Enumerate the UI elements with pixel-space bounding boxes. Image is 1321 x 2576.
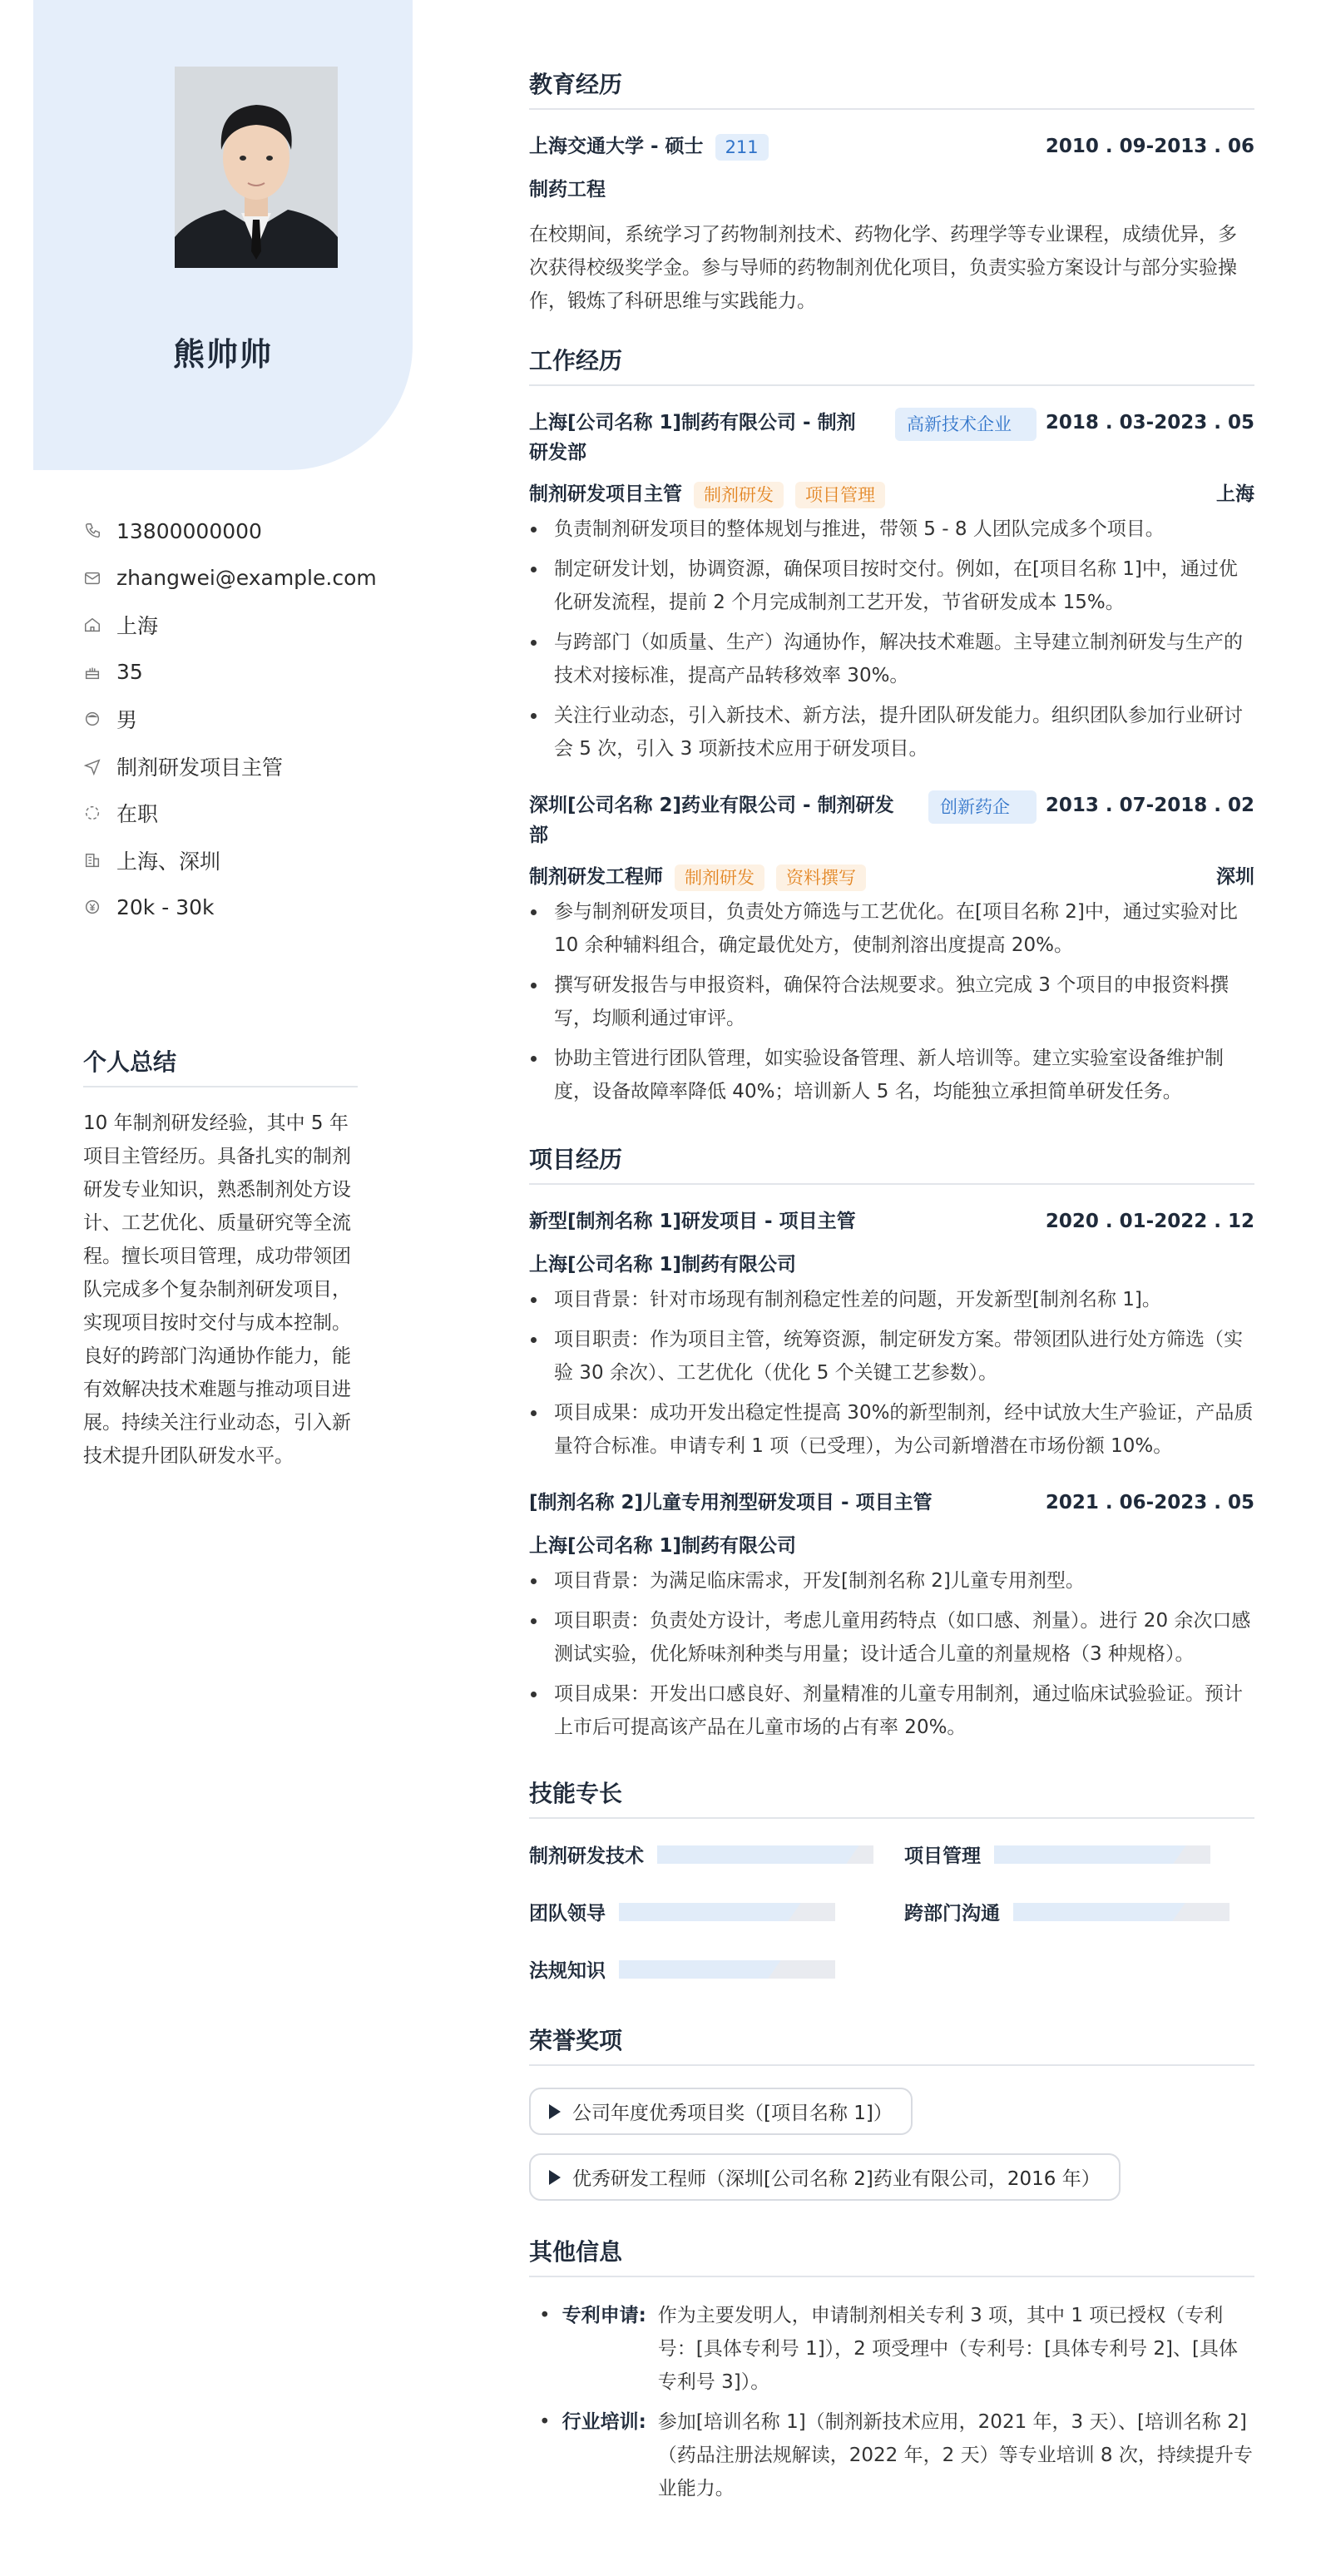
skill-bar-fill bbox=[619, 1903, 778, 1921]
age-icon bbox=[83, 663, 101, 681]
list-item: • 行业培训: 参加[培训名称 1]（制剂新技术应用，2021 年，3 天）、[培训名称 2]（药品注册法规解读，2022 年，2 天）等专业培训 8 次，持续提升专业能力。 bbox=[529, 2405, 1254, 2505]
education-date: 2010 . 09-2013 . 06 bbox=[1045, 136, 1254, 157]
work-city: 深圳 bbox=[1216, 866, 1254, 888]
awards-heading: 荣誉奖项 bbox=[529, 2023, 1254, 2066]
skill-bar-fill bbox=[1013, 1903, 1162, 1921]
skill-label: 制剂研发技术 bbox=[529, 1845, 644, 1867]
list-item: • 关注行业动态，引入新技术、新方法，提升团队研发能力。组织团队参加行业研讨会 5 次，引入 3 项新技术应用于研发项目。 bbox=[547, 699, 1254, 765]
info-status-text: 在职 bbox=[116, 802, 159, 827]
summary-text: 10 年制剂研发经验，其中 5 年项目主管经历。具备扎实的制剂研发专业知识，熟悉制剂处方设计、工艺优化、质量研究等全流程。擅长项目管理，成功带领团队完成多个复杂制剂研发项目，实现项目按时交付与成本控制。良好的跨部门沟通协作能力，能有效解决技术难题与推动项目进展。持续关注行业动态，引入新技术提升团队研发水平。 bbox=[83, 1112, 351, 1467]
info-phone-text: 13800000000 bbox=[116, 518, 262, 543]
project-name: 新型[制剂名称 1]研发项目 - 项目主管 bbox=[529, 1211, 856, 1232]
other-value: 参加[培训名称 1]（制剂新技术应用，2021 年，3 天）、[培训名称 2]（药品注册法规解读，2022 年，2 天）等专业培训 8 次，持续提升专业能力。 bbox=[657, 2411, 1253, 2499]
salary-icon bbox=[83, 898, 101, 916]
skill-bar bbox=[619, 1903, 835, 1921]
main-content bbox=[529, 67, 1254, 2512]
info-cities-text: 上海、深圳 bbox=[116, 849, 221, 874]
skill-item bbox=[529, 1955, 879, 1983]
home-icon bbox=[83, 616, 101, 634]
list-item: • 项目背景：针对市场现有制剂稳定性差的问题，开发新型[制剂名称 1]。 bbox=[547, 1283, 1254, 1316]
skill-item bbox=[529, 1898, 879, 1925]
expand-triangle-icon bbox=[549, 2104, 561, 2119]
work-city: 上海 bbox=[1216, 483, 1254, 505]
education-school-line bbox=[529, 131, 769, 161]
profile-header bbox=[33, 0, 413, 470]
list-item: • 与跨部门（如质量、生产）沟通协作，解决技术难题。主导建立制剂研发与生产的技术对接标准，提高产品转移效率 30%。 bbox=[547, 626, 1254, 692]
skill-bar bbox=[619, 1960, 835, 1979]
projects-heading: 项目经历 bbox=[529, 1142, 1254, 1185]
education-desc: 在校期间，系统学习了药物制剂技术、药物化学、药理学等专业课程，成绩优异，多次获得校级奖学金。参与导师的药物制剂优化项目，负责实验方案设计与部分实验操作，锻炼了科研思维与实践能力。 bbox=[529, 224, 1237, 312]
profile-name: 熊帅帅 bbox=[172, 336, 273, 373]
work-role: 制剂研发项目主管 bbox=[529, 483, 682, 505]
mail-icon bbox=[83, 569, 101, 587]
skill-bar bbox=[994, 1845, 1210, 1864]
info-gender-text: 男 bbox=[116, 708, 138, 733]
education-heading: 教育经历 bbox=[529, 67, 1254, 110]
work-company: 上海[公司名称 1]制药有限公司 - 制剂研发部 bbox=[529, 412, 856, 463]
skill-label: 法规知识 bbox=[529, 1960, 606, 1982]
status-icon bbox=[83, 804, 101, 822]
work-company-tag: 高新技术企业 bbox=[895, 408, 1037, 441]
list-item: • 项目职责：负责处方设计，考虑儿童用药特点（如口感、剂量）。进行 20 余次口感测试实验，优化矫味剂种类与用量；设计适合儿童的剂量规格（3 种规格）。 bbox=[547, 1604, 1254, 1671]
project-date: 2020 . 01-2022 . 12 bbox=[1045, 1211, 1254, 1232]
work-entry-1 bbox=[529, 408, 1254, 765]
summary-heading: 个人总结 bbox=[83, 1044, 358, 1087]
skill-item bbox=[904, 1840, 1254, 1868]
work-date: 2013 . 07-2018 . 02 bbox=[1045, 795, 1254, 816]
work-date: 2018 . 03-2023 . 05 bbox=[1045, 412, 1254, 433]
list-item: • 制定研发计划，协调资源，确保项目按时交付。例如，在[项目名称 1]中，通过优化研发流程，提前 2 个月完成制剂工艺开发，节省研发成本 15%。 bbox=[547, 552, 1254, 619]
phone-icon bbox=[83, 522, 101, 540]
work-tag: 资料撰写 bbox=[776, 864, 866, 891]
gender-icon bbox=[83, 710, 101, 728]
project-name: [制剂名称 2]儿童专用剂型研发项目 - 项目主管 bbox=[529, 1492, 933, 1513]
skill-bar-fill bbox=[994, 1845, 1163, 1864]
project-entry-2 bbox=[529, 1488, 1254, 1744]
skill-item bbox=[529, 1840, 879, 1868]
other-value: 作为主要发明人，申请制剂相关专利 3 项，其中 1 项已授权（专利号：[具体专利号 1]），2 项受理中（专利号：[具体专利号 2]、[具体专利号 3]）。 bbox=[657, 2305, 1238, 2393]
skill-label: 项目管理 bbox=[904, 1845, 981, 1867]
education-major: 制药工程 bbox=[529, 179, 606, 201]
work-tag: 制剂研发 bbox=[694, 482, 784, 508]
award-text: 公司年度优秀项目奖（[项目名称 1]） bbox=[572, 2103, 893, 2124]
list-item: • 专利申请: 作为主要发明人，申请制剂相关专利 3 项，其中 1 项已授权（专利号：[具体专利号 1]），2 项受理中（专利号：[具体专利号 2]、[具体专利号 3]）。 bbox=[529, 2299, 1254, 2399]
work-heading: 工作经历 bbox=[529, 343, 1254, 386]
info-age bbox=[83, 649, 377, 696]
info-location bbox=[83, 602, 377, 649]
avatar bbox=[175, 67, 338, 268]
info-salary-text: 20k - 30k bbox=[116, 894, 215, 919]
education-school: 上海交通大学 - 硕士 bbox=[529, 136, 704, 157]
award-item[interactable] bbox=[529, 2088, 913, 2135]
work-role: 制剂研发工程师 bbox=[529, 866, 663, 888]
list-item: • 协助主管进行团队管理，如实验设备管理、新人培训等。建立实验室设备维护制度，设备故障率降低 40%；培训新人 5 名，均能独立承担简单研发任务。 bbox=[547, 1042, 1254, 1108]
work-company: 深圳[公司名称 2]药业有限公司 - 制剂研发部 bbox=[529, 795, 894, 846]
education-entry bbox=[529, 131, 1254, 318]
project-company: 上海[公司名称 1]制药有限公司 bbox=[529, 1535, 797, 1557]
project-date: 2021 . 06-2023 . 05 bbox=[1045, 1492, 1254, 1513]
skills-grid bbox=[529, 1840, 1254, 1983]
skill-bar bbox=[657, 1845, 873, 1864]
work-tag: 制剂研发 bbox=[675, 864, 764, 891]
list-item: • 负责制剂研发项目的整体规划与推进，带领 5 - 8 人团队完成多个项目。 bbox=[547, 513, 1254, 546]
info-status bbox=[83, 790, 377, 837]
other-key: 专利申请: bbox=[562, 2305, 646, 2326]
awards-list bbox=[529, 2088, 1254, 2219]
info-email-text: zhangwei@example.com bbox=[116, 566, 377, 591]
skill-label: 团队领导 bbox=[529, 1903, 606, 1925]
list-item: • 项目职责：作为项目主管，统筹资源，制定研发方案。带领团队进行处方筛选（实验 30 余次）、工艺优化（优化 5 个关键工艺参数）。 bbox=[547, 1323, 1254, 1390]
work-role-line bbox=[529, 479, 885, 509]
skills-heading: 技能专长 bbox=[529, 1776, 1254, 1819]
info-position-text: 制剂研发项目主管 bbox=[116, 755, 284, 780]
skill-bar bbox=[1013, 1903, 1229, 1921]
award-text: 优秀研发工程师（深圳[公司名称 2]药业有限公司，2016 年） bbox=[572, 2168, 1101, 2190]
list-item: • 项目成果：成功开发出稳定性提高 30%的新型制剂，经中试放大生产验证，产品质量符合标准。申请专利 1 项（已受理），为公司新增潜在市场份额 10%。 bbox=[547, 1396, 1254, 1463]
other-key: 行业培训: bbox=[562, 2411, 646, 2433]
other-heading: 其他信息 bbox=[529, 2234, 1254, 2277]
education-tag: 211 bbox=[715, 134, 769, 161]
contact-info-list bbox=[83, 508, 377, 931]
info-position bbox=[83, 743, 377, 790]
project-company: 上海[公司名称 1]制药有限公司 bbox=[529, 1254, 797, 1276]
info-salary bbox=[83, 884, 377, 931]
list-item: • 项目背景：为满足临床需求，开发[制剂名称 2]儿童专用剂型。 bbox=[547, 1564, 1254, 1598]
skill-label: 跨部门沟通 bbox=[904, 1903, 1000, 1925]
info-cities bbox=[83, 837, 377, 884]
info-gender bbox=[83, 696, 377, 743]
skill-bar-fill bbox=[657, 1845, 836, 1864]
skill-item bbox=[904, 1898, 1254, 1925]
list-item: • 参与制剂研发项目，负责处方筛选与工艺优化。在[项目名称 2]中，通过实验对比 10 余种辅料组合，确定最优处方，使制剂溶出度提高 20%。 bbox=[547, 895, 1254, 962]
send-icon bbox=[83, 757, 101, 775]
work-company-tag: 创新药企 bbox=[928, 790, 1037, 824]
work-entry-2 bbox=[529, 790, 1254, 1108]
sidebar bbox=[0, 0, 416, 2576]
portrait-illustration bbox=[175, 67, 338, 268]
other-list bbox=[529, 2299, 1254, 2505]
info-age-text: 35 bbox=[116, 660, 143, 685]
work-role-line bbox=[529, 862, 866, 892]
expand-triangle-icon bbox=[549, 2170, 561, 2185]
building-icon bbox=[83, 851, 101, 869]
info-phone bbox=[83, 508, 377, 555]
project-entry-1 bbox=[529, 1206, 1254, 1463]
work-tag: 项目管理 bbox=[795, 482, 885, 508]
info-location-text: 上海 bbox=[116, 614, 159, 639]
award-item[interactable] bbox=[529, 2153, 1121, 2201]
list-item: • 项目成果：开发出口感良好、剂量精准的儿童专用制剂，通过临床试验验证。预计上市后可提高该产品在儿童市场的占有率 20%。 bbox=[547, 1677, 1254, 1744]
info-email bbox=[83, 555, 377, 602]
list-item: • 撰写研发报告与申报资料，确保符合法规要求。独立完成 3 个项目的申报资料撰写，均顺利通过审评。 bbox=[547, 968, 1254, 1035]
skill-bar-fill bbox=[619, 1960, 758, 1979]
